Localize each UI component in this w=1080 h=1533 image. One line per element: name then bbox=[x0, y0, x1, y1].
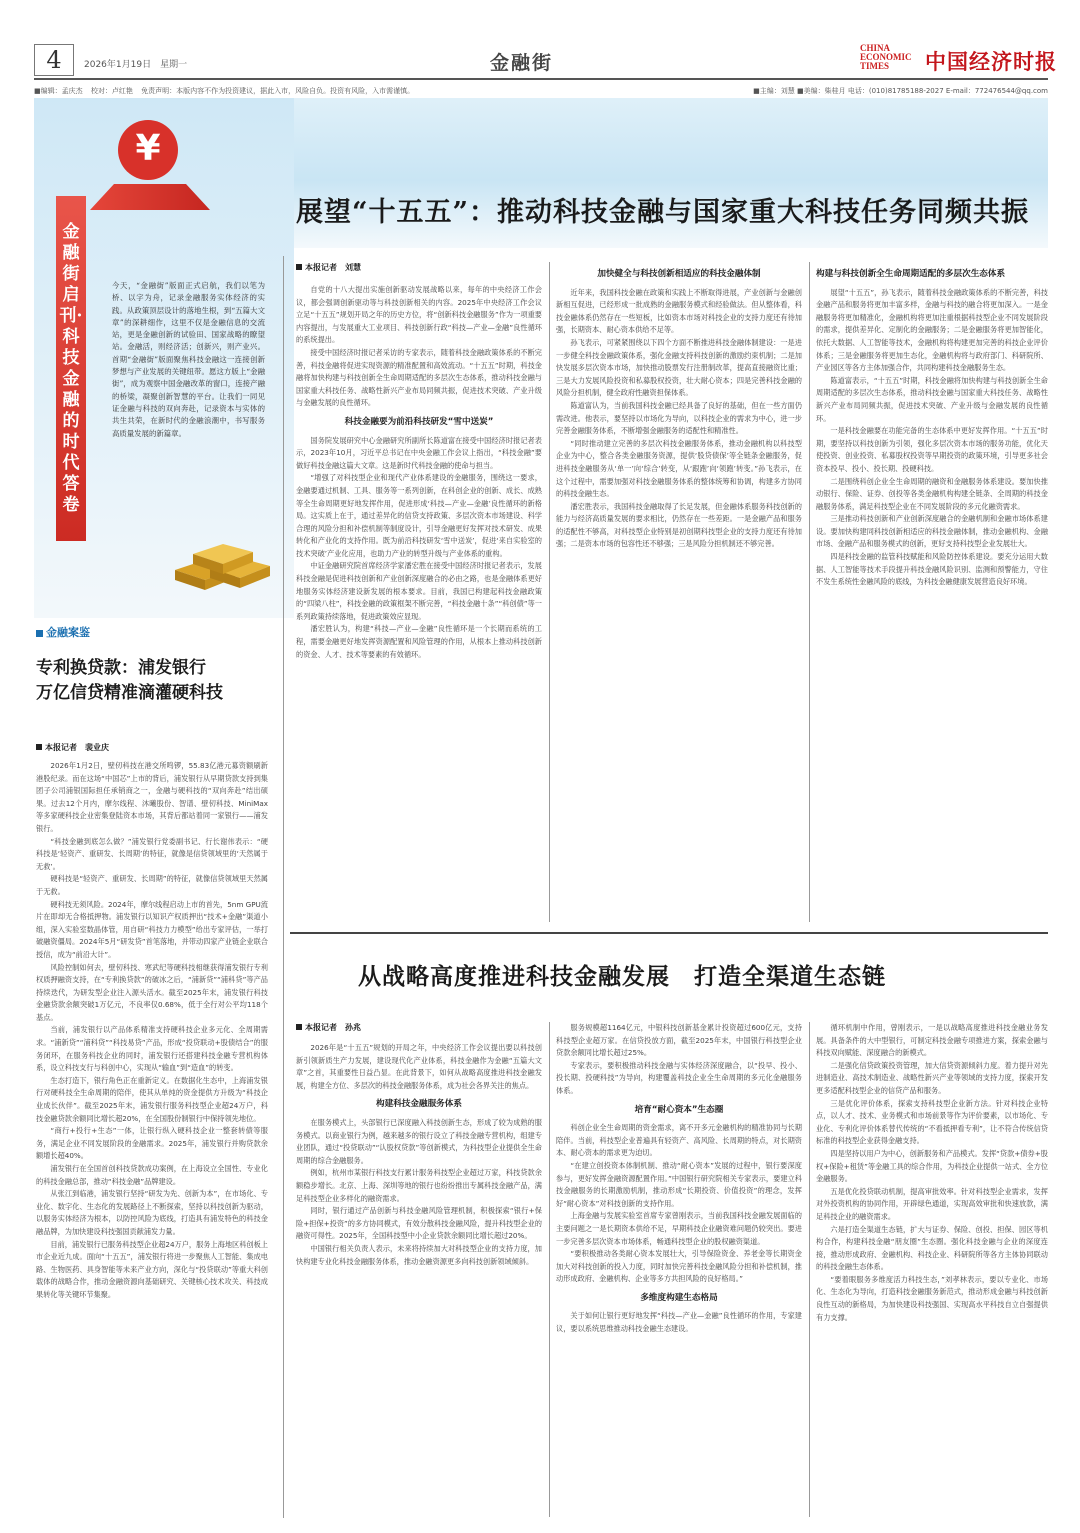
paragraph: “要积极推动各类耐心资本发展壮大，引导保险资金、养老金等长期资金加大对科技创新的投入力度，同时加快完善科技金融风险分担和补偿机制，推动形成政府、金融机构、企业等多方共担风险的良好格局。” bbox=[556, 1249, 802, 1284]
logo-english bbox=[860, 44, 912, 71]
gold-bars-icon bbox=[165, 480, 285, 600]
paragraph: 潘宏胜认为，构建“科技—产业—金融”良性循环是一个长期而系统的工程，需要金融更好地发挥资源配置和风险管理的作用，从根本上推动科技创新的资金、人才、技术等要素的有效循环。 bbox=[296, 624, 542, 659]
column-divider bbox=[809, 262, 810, 922]
paragraph: 接受中国经济时报记者采访的专家表示，随着科技金融政策体系的不断完善，科技金融将促进实现资源的精准配置和高效流动。“十五五”时期，科技金融将加快构建与科技创新全生命周期适配的多层次生态体系，推动科技金融与国家重大科技任务、战略性新兴产业布局同频共振，促进技术突破、产业升级与金融发展的良性循环。 bbox=[296, 347, 542, 408]
subheading: 科技金融要为前沿科技研发“雪中送炭” bbox=[344, 416, 494, 427]
paragraph: “同时推动建立完善的多层次科技金融服务体系，推动金融机构以科技型企业为中心，整合各类金融服务资源，提供‘股贷债保’等全链条金融服务，促进科技金融服务从‘单一’向‘综合’转变，从‘跟跑’向‘领跑’转变。”孙飞表示，在这个过程中，需要加强对科技金融服务体系的整体统筹和协调，构建多方协同的科技金融生态。 bbox=[556, 438, 802, 499]
sidebar-headline bbox=[36, 656, 286, 706]
sidebar-headline-line: 专利换贷款：浦发银行 bbox=[36, 658, 206, 678]
paragraph: 五是优化投贷联动机制，提高审批效率。针对科技型企业需求，发挥对外投资机构的协同作用，开辟绿色通道，实现高效审批和快速放款，满足科技企业的融资需求。 bbox=[816, 1186, 1048, 1221]
paragraph: 同时，银行通过产品创新与科技金融风险管理机制，积极探索“银行+保险+担保+投资”的多方协同模式，有效分散科技金融风险，提升科技型企业的融资可得性。2025年，全国科技型中小企业贷款余额同比增长超过20%。 bbox=[296, 1206, 542, 1241]
article2-col1 bbox=[296, 1042, 542, 1517]
article-separator bbox=[290, 932, 1048, 934]
art-editor: ■美编：柴桂月 bbox=[797, 87, 846, 95]
disclaimer: 免责声明：本版内容不作为投资建议，据此入市，风险自负。投资有风险，入市需谨慎。 bbox=[141, 87, 415, 95]
paragraph: 三是推动科技创新和产业创新深度融合的金融机制和金融市场体系建设。要加快构建同科技创新相适应的科技金融体制，推动金融机构、金融市场、金融产品和服务模式的创新，更好支持科技型企业发展壮大。 bbox=[816, 514, 1048, 549]
section-label: 金融案鉴 bbox=[36, 624, 90, 640]
paragraph: 陈道富认为，当前我国科技金融已经具备了良好的基础，但在一些方面仍需改进。他表示，要坚持以市场化为导向，以科技企业的需求为中心，进一步完善金融服务体系，不断增强金融服务的适配性和精准性。 bbox=[556, 400, 802, 436]
info-right bbox=[753, 86, 1048, 96]
page-number: 4 bbox=[34, 44, 74, 76]
paragraph: 四是坚持以用户为中心，创新服务和产品模式。发挥“贷款+债券+股权+保险+租赁”等金融工具的综合作用，为科技企业提供一站式、全方位金融服务。 bbox=[816, 1148, 1048, 1184]
paragraph: 2026年是“十五五”规划的开局之年，中央经济工作会议提出要以科技创新引领新质生产力发展，建设现代化产业体系，科技金融作为金融“五篇大文章”之首，其重要性日益凸显。在此背景下，如何从战略高度推进科技金融发展，构建全方位、多层次的科技金融服务体系，成为社会各界关注的焦点。 bbox=[296, 1043, 542, 1090]
paragraph: 陈道富表示，“十五五”时期，科技金融将加快构建与科技创新全生命周期适配的多层次生态体系，推动科技金融与国家重大科技任务、战略性新兴产业布局同频共振，促进技术突破、产业升级与金融发展的良性循环。 bbox=[816, 375, 1048, 423]
column-divider bbox=[809, 1022, 810, 1517]
email: E-mail：772476544@qq.com bbox=[945, 87, 1048, 95]
article1-col3 bbox=[816, 262, 1048, 924]
paragraph: 自党的十八大提出实施创新驱动发展战略以来，每年的中央经济工作会议，都会强调创新驱动等与科技创新相关的内容。2025年中央经济工作会议立足“十五五”规划开局之年的历史方位，将“创新科技金融服务”作为一项重要内容提出，与发展重大工业项目、科技创新行政“科技—产业—金融”良性循环的系统提出。 bbox=[296, 285, 542, 345]
paragraph: 中证金融研究院首席经济学家潘宏胜在接受中国经济时报记者表示，发展科技金融是促进科技创新和产业创新深度融合的必由之路，也是金融体系更好地服务实体经济建设新发展的根本要求。目前，我国已构建起科技金融政策的“四梁八柱”，科技金融的政策框架不断完善，“科技金融十条”“科创债”等一系列政策持续落地，促进政策效应显现。 bbox=[296, 561, 542, 621]
paragraph: “科技金融到底怎么做？”浦发银行党委副书记、行长谢伟表示：“硬科技是‘轻资产、重研发、长周期’的特征，就像是信贷领域里的‘天然属于无救’。 bbox=[36, 836, 268, 871]
paragraph: 二是强化信贷政策投资管理，加大信贷资源倾斜力度。着力提升对先进制造业、高技术制造业、战略性新兴产业等领域的支持力度，探索开发更多适配科技型企业的信贷产品和服务。 bbox=[816, 1060, 1048, 1095]
issue-date: 2026年1月19日 星期一 bbox=[84, 60, 188, 70]
paragraph: 上海金融与发展实验室首席专家曾刚表示，当前我国科技金融发展面临的主要问题之一是长期资本供给不足，早期科技企业融资难问题仍较突出。要进一步完善多层次资本市场体系，畅通科技型企业的股权融资渠道。 bbox=[556, 1211, 802, 1246]
article1-byline: 本报记者 刘慧 bbox=[296, 262, 361, 273]
yuan-icon: ¥ bbox=[118, 120, 178, 180]
paragraph: 近年来，我国科技金融在政策和实践上不断取得进展，产业创新与金融创新相互促进，已经形成一批成熟的金融服务模式和经验做法。但从整体看，科技金融体系仍然存在一些短板，比如资本市场对科技企业的支持力度还有待加强，长期资本、耐心资本供给不足等。 bbox=[556, 287, 802, 335]
paragraph: 科创企业全生命周期的资金需求，离不开多元金融机构的精准协同与长期陪伴。当前，科技型企业普遍具有轻资产、高风险、长周期的特点，对长期资本、耐心资本的需求更为迫切。 bbox=[556, 1123, 802, 1158]
paragraph: 关于如何让银行更好地发挥“科技—产业—金融”良性循环的作用，专家建议，要以系统思维推动科技金融生态建设。 bbox=[556, 1311, 802, 1334]
paragraph: 从张江到临港，浦发银行坚持“研发为先、创新为本”，在市场化、专业化、数字化、生态化的发展路径上不断探索，坚持以科技创新为驱动，以服务实体经济为根本，以防控风险为底线，打造具有浦发特色的科技金融品牌，为加快建设科技强国贡献浦发力量。 bbox=[36, 1189, 268, 1236]
paragraph: 中国银行相关负责人表示，未来将持续加大对科技型企业的支持力度，加快构建专业化科技金融服务体系，推动金融资源更多向科技创新领域倾斜。 bbox=[296, 1243, 542, 1266]
article1-col1 bbox=[296, 284, 542, 924]
article2-headline: 从战略高度推进科技金融发展 打造全渠道生态链 bbox=[358, 963, 886, 990]
paragraph: 六是打造全渠道生态链，扩大与证券、保险、创投、担保、园区等机构合作，构建科技金融“朋友圈”生态圈。强化科技金融与企业的深度连接，推动形成政府、金融机构、科技企业、科研院所等各方主体协同联动的科技金融生态体系。 bbox=[816, 1224, 1048, 1272]
subheading: 构建与科技创新全生命周期适配的多层次生态体系 bbox=[816, 269, 1006, 279]
paragraph: 例如，杭州市某银行科技支行累计服务科技型企业超过万家，科技贷款余额稳步增长。北京、上海、深圳等地的银行也纷纷推出专属科技金融产品，满足科技型企业多样化的融资需求。 bbox=[296, 1168, 542, 1203]
proofreader: 校对：卢红艳 bbox=[90, 87, 133, 95]
paragraph: 生态打造下，银行角色正在重新定义。在数据化生态中，上海浦发银行对硬科技全生命周期的陪伴，使其从单纯的资金提供方升级为“科技企业成长伙伴”。截至2025年末，浦发银行服务科技型企业超24万户，科技金融贷款余额同比增长超20%，在全国股份制银行中保持领先地位。 bbox=[36, 1075, 268, 1123]
paragraph: 四是科技金融的监管科技赋能和风险防控体系建设。要充分运用大数据、人工智能等技术手段提升科技金融风险识别、监测和预警能力，守住不发生系统性金融风险的底线，为科技金融健康发展营造良好环境。 bbox=[816, 552, 1048, 587]
sidebar-byline: 本报记者 裴业庆 bbox=[36, 742, 109, 753]
paragraph: 三是优化评价体系，探索支持科技型企业新方法。针对科技企业特点，以人才、技术、业务模式和市场前景等作为评价要素，以市场化、专业化、专利化评价体系替代传统的“不看抵押看专利”，让不符合传统信贷标准的科技型企业获得金融支持。 bbox=[816, 1098, 1048, 1146]
paragraph: 服务规模超1164亿元，中银科技创新基金累计投资超过600亿元，支持科技型企业超万家。在信贷投放方面，截至2025年末，中国银行科技型企业贷款余额同比增长超过25%。 bbox=[556, 1023, 802, 1058]
paragraph: 二是围绕科创企业全生命周期的融资和金融服务体系建设。要加快推动银行、保险、证券、创投等各类金融机构构建全链条、全周期的科技金融服务体系，满足科技型企业在不同发展阶段的多元化融资需求。 bbox=[816, 476, 1048, 511]
subheading: 培育“耐心资本”生态圈 bbox=[634, 1104, 724, 1115]
sidebar-headline-line: 万亿信贷精准滴灌硬科技 bbox=[36, 683, 223, 703]
paragraph: “商行+投行+生态”一体，让银行纵入硬科技企业一整套转债等服务，满足企业不同发展阶段的金融需求。2025年，浦发银行并购贷款余额增长超40%。 bbox=[36, 1126, 268, 1161]
paragraph: 潘宏胜表示，我国科技金融取得了长足发展，但金融体系服务科技创新的能力与经济高质量发展的要求相比，仍然存在一些差距。一是金融产品和服务的适配性不够高，对科技型企业特别是初创期科技型企业的支持力度还有待加强；二是资本市场的包容性还不够强；三是风险分担机制还不够完善。 bbox=[556, 501, 802, 549]
sidebar-body bbox=[36, 760, 268, 1515]
paragraph: “增强了对科技型企业和现代产业体系建设的金融服务，围绕这一要求，金融要通过机制、工具、服务等一系列创新，在科创企业的创新、成长、成熟等全生命周期更好地发挥作用，促进形成‘科技—产业—金融’良性循环的新格局。这实质上在于，通过差异化的信贷支持政策、多层次资本市场建设、科学合理的风险分担和补偿机制等制度设计，引导金融更好发挥对技术研发、成果转化和产业化的支持作用。既为前沿科技研发‘雪中送炭’，促进‘来自实验室的技术突破’产业化应用，也助力产业的转型升级与产业体系的重构。 bbox=[296, 473, 542, 558]
logo-en-line: TIMES bbox=[860, 61, 890, 71]
info-bar bbox=[34, 86, 1048, 96]
column-intro: 今天，“金融街”版面正式启航，我们以笔为桥、以字为舟，记录金融服务实体经济的实践。从政策顶层设计的落地生根，到“五篇大文章”的深耕细作，这里不仅是金融信息的交流站，更是金融创新的试验田、国家战略的瞭望站。金融活，则经济活；创新兴，则产业兴。首期“金融街”版面聚焦科技金融这一连接创新梦想与产业发展的关键纽带。愿这方版上“金融街”，成为观察中国金融改革的窗口，连接产融的桥梁，凝聚创新智慧的平台。让我们一同见证金融与科技的双向奔赴，记录资本与实体的共生共荣，在新时代的金融浪潮中，书写服务高质量发展的新篇章。 bbox=[112, 281, 265, 438]
article2-byline: 本报记者 孙兆 bbox=[296, 1022, 361, 1033]
paragraph: 专家表示，要积极推动科技金融与实体经济深度融合，以“投早、投小、投长期、投硬科技”为导向，构建覆盖科技企业全生命周期的多元化金融服务体系。 bbox=[556, 1060, 802, 1095]
paragraph: 风险控制如何去，壁仞科技、寒武纪等硬科技相继获得浦发银行专利权质押融资支持，在“专利换贷款”的破冰之后，“浦新贷”“浦科贷”等产品持续迭代，为研发型企业注入源头活水。截至2025年末，浦发银行科技金融贷款余额突破1万亿元，不良率仅0.68%，低于全行对公平均118个基点。 bbox=[36, 962, 268, 1022]
article1-col2 bbox=[556, 262, 802, 924]
column-divider bbox=[549, 1022, 550, 1517]
paragraph: 当前，浦发银行以产品体系精准支持硬科技企业多元化、全周期需求。“浦新贷”“浦科贷”“科技易贷”产品，形成“投贷联动+股债结合”的服务闭环，在服务科技企业的同时，浦发银行还搭建科技金融专营机构体系，设立科技支行与科创中心，实现从“输血”到“造血”的转变。 bbox=[36, 1025, 268, 1073]
paragraph: 浦发银行在全国首创科技贷款成功案例，在上海设立全国性、专业化的科技金融总部，推动“科技金融”品牌建设。 bbox=[36, 1164, 268, 1186]
article2-col3 bbox=[816, 1022, 1048, 1517]
subheading: 多维度构建生态格局 bbox=[640, 1292, 718, 1303]
paragraph: 循环机制中作用，曾刚表示，一是以战略高度推进科技金融业务发展。具备条件的大中型银行，可制定科技金融专项推进方案，探索金融与科技双向赋能、深度融合的新模式。 bbox=[816, 1023, 1048, 1058]
section-title: 金融街 bbox=[490, 52, 554, 74]
logo-en-line: ECONOMIC bbox=[860, 52, 912, 62]
logo-en-line: CHINA bbox=[860, 43, 891, 53]
paragraph: 国务院发展研究中心金融研究所副所长陈道富在接受中国经济时报记者表示，2023年10月，习近平总书记在中央金融工作会议上指出，“科技金融”要做好科技金融这篇大文章。这是新时代科技金融的使命与担当。 bbox=[296, 435, 542, 470]
subheading: 加快健全与科技创新相适应的科技金融体制 bbox=[597, 269, 761, 279]
subheading: 构建科技金融服务体系 bbox=[376, 1099, 462, 1110]
column-divider bbox=[549, 262, 550, 922]
paragraph: 硬科技无须风险。2024年，摩尔线程启动上市的首先，5nm GPU流片在即却无合格抵押物。浦发银行以知识产权质押出“技术+金融”渠道小组，深入实验室数晶体管，用自研“科技力力模型”给出专家评估，一举打破融资僵局。2024年5月“研发贷”首笔落地，并带动四家产业链企业联合授信，成为“前沿大计”。 bbox=[36, 899, 268, 959]
chief-editor: ■主编：刘慧 bbox=[753, 87, 795, 95]
paragraph: 展望“十五五”，孙飞表示，随着科技金融政策体系的不断完善，科技金融产品和服务将更加丰富多样，金融与科技的融合将更加深入。一是金融服务将更加精准化，金融机构将更加注重根据科技型企业不同发展阶段的需求，提供差异化、定制化的金融服务；二是金融服务将更加智能化，依托大数据、人工智能等技术，金融机构将构建更加完善的科技企业评价体系；三是金融服务将更加生态化，金融机构将与政府部门、科研院所、产业园区等各方主体加强合作，共同构建科技金融服务生态。 bbox=[816, 287, 1048, 373]
column-title: 金融街启刊·科技金融的时代答卷 bbox=[59, 222, 83, 515]
main-headline: 展望“十五五”：推动科技金融与国家重大科技任务同频共振 bbox=[296, 197, 1030, 228]
paragraph: 孙飞表示，可紧紧围绕以下四个方面不断推进科技金融体制建设：一是进一步健全科技金融政策体系，强化金融支持科技创新的激励约束机制；二是加快发展多层次资本市场，加快推动股票发行注册制改革，提高直接融资比重；三是大力发展风险投资和私募股权投资，壮大耐心资本；四是完善科技金融的风险分担机制，健全政府性融资担保体系。 bbox=[556, 337, 802, 398]
paragraph: 一是科技金融要在功能完备的生态体系中更好发挥作用。“十五五”时期，要坚持以科技创新为引领，强化多层次资本市场的服务功能，优化天使投资、创业投资、私募股权投资等早期投资的政策环境，引导更多社会资本投早、投小、投长期、投硬科技。 bbox=[816, 426, 1048, 473]
paragraph: 在服务模式上，头部银行已深度融入科技创新生态，形成了较为成熟的服务模式。以商业银行为例，越来越多的银行设立了科技金融专营机构，组建专业团队，通过“投贷联动”“认股权贷款”等创新模式，为科技型企业提供全生命周期的综合金融服务。 bbox=[296, 1117, 542, 1165]
phone: 电话：(010)81785188-2027 bbox=[847, 87, 944, 95]
paragraph: 目前，浦发银行已服务科技型企业超24万户，服务上海地区科创板上市企业近九成。面向“十五五”，浦发银行将进一步聚焦人工智能、集成电路、生物医药、具身智能等未来产业方向，深化与“投贷联动”等重大科创载体的战略合作，推动金融资源向基础研究、关键核心技术攻关、科技成果转化等关键环节集聚。 bbox=[36, 1239, 268, 1299]
article2-col2 bbox=[556, 1022, 802, 1517]
column-divider bbox=[283, 256, 284, 1518]
paragraph: “在建立创投资本体制机制、推动“耐心资本”发展的过程中，银行要深度参与，更好发挥金融资源配置作用。”中国银行研究院相关专家表示，要建立科技金融服务的长期激励机制，推动形成“长期投资、价值投资”的理念，发挥好“耐心资本”对科技创新的支持作用。 bbox=[556, 1160, 802, 1208]
newspaper-logo: 中国经济时报 bbox=[925, 49, 1057, 74]
info-left bbox=[34, 86, 420, 96]
paragraph: 2026年1月2日，壁仞科技在港交所鸣锣，55.83亿港元募资额刷新港股纪录。而在这场“中国芯”上市的背后，浦发银行从早期贷款支持到集团子公司浦银国际担任承销商之一，金融与硬科技的“双向奔赴”结出硕果。过去12个月内，摩尔线程、沐曦股份、智谱、壁仞科技、MiniMax等多家硬科技企业密集登陆资本市场，其背后都站着同一家银行——浦发银行。 bbox=[36, 761, 268, 833]
paragraph: 硬科技是“轻资产、重研发、长周期”的特征，就像信贷领域里天然属于无救。 bbox=[36, 874, 268, 896]
paragraph: “要着眼服务多维度活力科技生态，”刘孝林表示，要以专业化、市场化、生态化为导向，打造科技金融服务新范式，推动形成金融与科技创新良性互动的新格局，为加快建设科技强国、实现高水平科技自立自强提供有力支撑。 bbox=[816, 1274, 1048, 1322]
header-rule bbox=[34, 78, 1048, 80]
editor: ■编辑：孟庆杰 bbox=[34, 87, 83, 95]
